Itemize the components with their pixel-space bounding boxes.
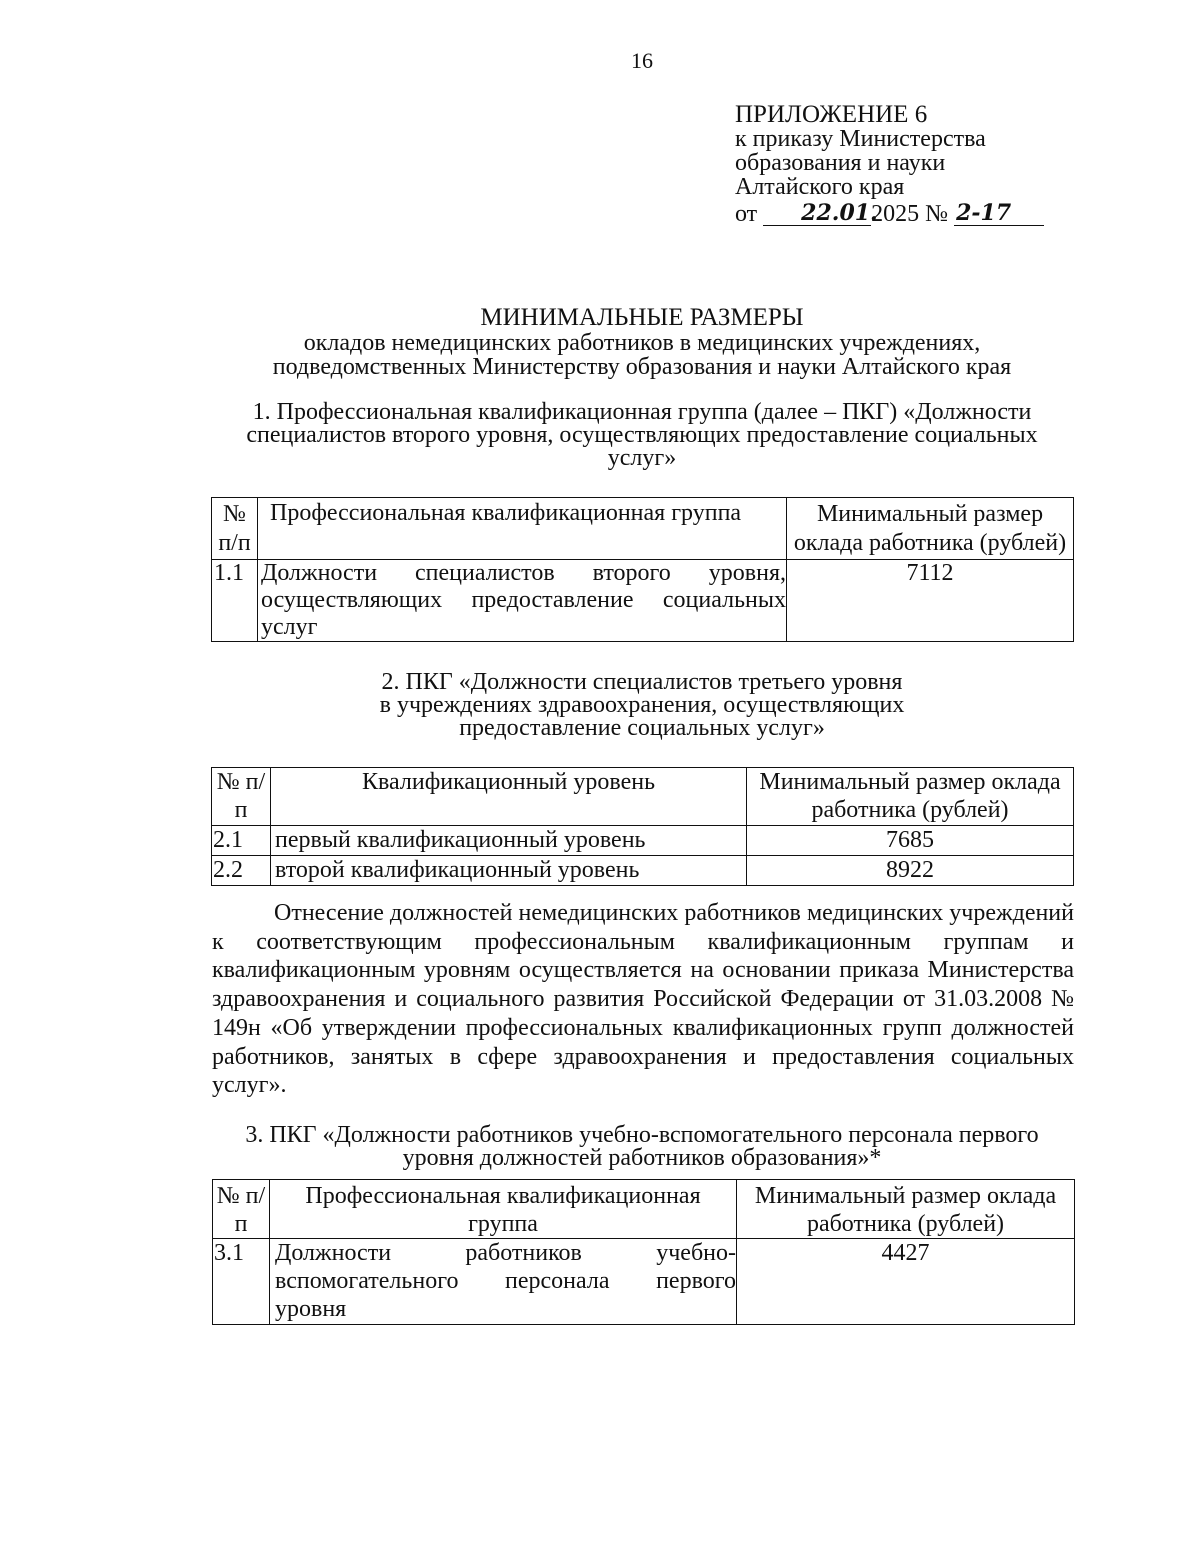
row-salary: 7685 — [747, 826, 1074, 856]
main-heading — [0, 305, 1200, 379]
section-3-title — [0, 1124, 1200, 1170]
table-header-row — [212, 498, 1074, 560]
row-number: 3.1 — [213, 1239, 270, 1325]
heading-line-2: подведомственных Министерству образования и науки Алтайского края — [272, 354, 1012, 380]
heading-line-1: окладов немедицинских работников в медицинских учреждениях, — [303, 330, 981, 356]
row-salary: 7112 — [787, 560, 1074, 642]
section-2-title-line: 2. ПКГ «Должности специалистов третьего уровня — [381, 669, 903, 695]
col-header-salary: Минимальный размер оклада работника (рублей) — [737, 1180, 1075, 1239]
section-1-title-line: 1. Профессиональная квалификационная группа (далее – ПКГ) «Должности — [252, 399, 1032, 425]
section-1-title — [0, 401, 1200, 470]
col-header-salary: Минимальный размер оклада работника (рублей) — [787, 498, 1074, 560]
body-paragraph — [212, 899, 1074, 1100]
group-name-line: Должности работников учебно- — [275, 1240, 736, 1266]
row-level-name: первый квалификационный уровень — [271, 826, 747, 856]
table-header-row — [212, 768, 1074, 826]
number-underline — [954, 201, 1044, 226]
handwritten-number: 2-17 — [956, 200, 1012, 226]
group-name-line: Должности специалистов второго уровня, — [261, 560, 786, 586]
appendix-date-line — [735, 201, 1044, 226]
section-1-title-line: специалистов второго уровня, осуществляющих предоставление социальных — [246, 422, 1038, 448]
table-row — [213, 1239, 1075, 1325]
section-2-title-line: предоставление социальных услуг» — [459, 715, 825, 741]
table-section-1 — [211, 497, 1074, 642]
from-label: от — [735, 201, 758, 227]
row-number: 2.1 — [212, 826, 271, 856]
col-header-number: № п/п — [212, 498, 258, 560]
table-header-row — [213, 1180, 1075, 1239]
group-name-line: услуг — [261, 614, 318, 640]
heading-title: МИНИМАЛЬНЫЕ РАЗМЕРЫ — [480, 304, 804, 331]
group-name-line: осуществляющих предоставление социальных — [261, 587, 786, 613]
col-header-level: Квалификационный уровень — [271, 768, 747, 826]
table-row — [212, 856, 1074, 886]
row-salary: 8922 — [747, 856, 1074, 886]
section-2-title — [0, 671, 1200, 740]
row-number: 2.2 — [212, 856, 271, 886]
row-number: 1.1 — [212, 560, 258, 642]
row-group-name — [270, 1239, 737, 1325]
appendix-title: ПРИЛОЖЕНИЕ 6 — [735, 101, 928, 128]
date-underline — [763, 200, 878, 226]
section-3-title-line: 3. ПКГ «Должности работников учебно-вспомогательного персонала первого — [245, 1122, 1039, 1148]
col-header-number: № п/п — [213, 1180, 270, 1239]
table-row — [212, 560, 1074, 642]
section-1-title-line: услуг» — [607, 445, 677, 471]
appendix-line-3: Алтайского края — [735, 174, 905, 200]
paragraph-text: Отнесение должностей немедицинских работников медицинских учреждений к соответствующим профессиональным квалификационным группам и квалификационным уровням осуществляется на основании приказа Министерства здравоохранения и социального развития Российской Федерации от 31.03.2008 № 149н «Об утверждении профессиональных квалификационных групп должностей работников, занятых в сфере здравоохранения и предоставления социальных услуг». — [212, 900, 1074, 1099]
row-group-name — [258, 560, 787, 642]
col-header-number: № п/п — [212, 768, 271, 826]
col-header-group: Профессиональная квалификационная группа — [270, 1180, 737, 1239]
table-section-2 — [211, 767, 1074, 886]
appendix-line-2: образования и науки — [735, 150, 946, 176]
year: 2025 — [871, 201, 920, 227]
row-level-name: второй квалификационный уровень — [271, 856, 747, 886]
col-header-salary: Минимальный размер оклада работника (рублей) — [747, 768, 1074, 826]
appendix-block — [735, 103, 1044, 226]
col-header-group: Профессиональная квалификационная группа — [258, 498, 787, 560]
handwritten-date: 22.01. — [801, 200, 878, 226]
table-row — [212, 826, 1074, 856]
section-2-title-line: в учреждениях здравоохранения, осуществляющих — [379, 692, 905, 718]
number-sign: № — [925, 201, 949, 227]
section-3-title-line: уровня должностей работников образования»* — [402, 1145, 882, 1171]
page-number: 16 — [631, 48, 653, 73]
row-salary: 4427 — [737, 1239, 1075, 1325]
group-name-line: уровня — [275, 1296, 347, 1322]
group-name-line: вспомогательного персонала первого — [275, 1268, 736, 1294]
appendix-line-1: к приказу Министерства — [735, 126, 986, 152]
table-section-3 — [212, 1179, 1075, 1325]
